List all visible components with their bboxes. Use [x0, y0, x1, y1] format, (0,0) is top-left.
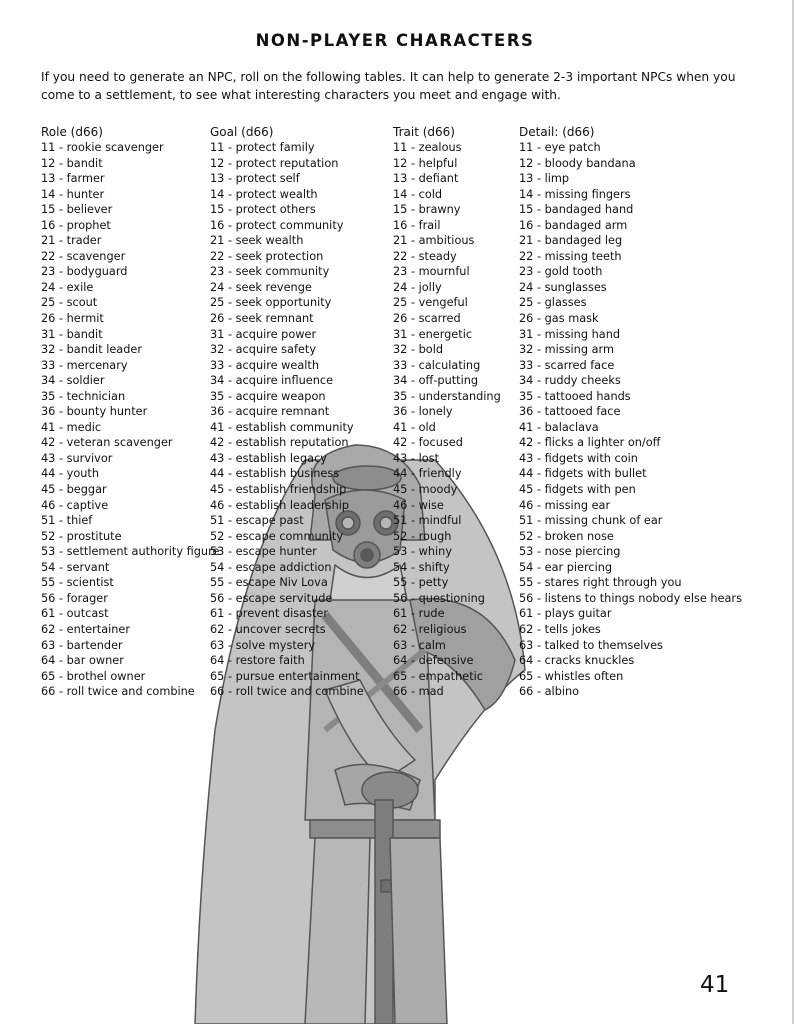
list-item: 51 - mindful — [393, 514, 462, 528]
list-item: 52 - escape community — [210, 529, 344, 543]
page-number: 41 — [700, 972, 730, 998]
list-item: 45 - moody — [393, 483, 458, 497]
list-item: 44 - youth — [41, 467, 99, 481]
list-item: 36 - acquire remnant — [210, 405, 330, 419]
list-item: 64 - restore faith — [210, 654, 305, 668]
list-item: 23 - seek community — [210, 265, 330, 279]
list-item: 31 - energetic — [393, 327, 473, 341]
list-item: 16 - protect community — [210, 218, 344, 232]
detail-list — [519, 140, 742, 700]
list-item: 61 - outcast — [41, 607, 109, 621]
list-item: 25 - vengeful — [393, 296, 468, 310]
list-item: 23 - bodyguard — [41, 265, 128, 279]
list-item: 64 - defensive — [393, 654, 474, 668]
list-item: 11 - protect family — [210, 141, 315, 154]
list-item: 24 - jolly — [393, 280, 442, 294]
list-item: 46 - wise — [393, 498, 444, 512]
list-item: 35 - tattooed hands — [519, 389, 631, 403]
list-item: 61 - prevent disaster — [210, 607, 328, 621]
list-item: 13 - limp — [519, 172, 570, 186]
list-item: 22 - steady — [393, 249, 457, 263]
list-item: 32 - bandit leader — [41, 343, 142, 357]
list-item: 12 - helpful — [393, 156, 458, 170]
list-item: 62 - tells jokes — [519, 622, 601, 636]
list-item: 25 - glasses — [519, 296, 587, 310]
list-item: 43 - fidgets with coin — [519, 451, 638, 465]
list-item: 35 - acquire weapon — [210, 389, 326, 403]
list-item: 55 - scientist — [41, 576, 114, 590]
list-item: 56 - questioning — [393, 591, 485, 605]
list-item: 54 - servant — [41, 560, 110, 574]
list-item: 16 - frail — [393, 218, 441, 232]
list-item: 36 - tattooed face — [519, 405, 621, 419]
list-item: 46 - establish leadership — [210, 498, 350, 512]
list-item: 65 - pursue entertainment — [210, 669, 360, 683]
list-item: 22 - seek protection — [210, 249, 324, 263]
list-item: 61 - rude — [393, 607, 445, 621]
list-item: 25 - seek opportunity — [210, 296, 332, 310]
list-item: 24 - seek revenge — [210, 280, 312, 294]
list-item: 26 - gas mask — [519, 312, 599, 326]
list-item: 41 - old — [393, 420, 436, 434]
list-item: 11 - rookie scavenger — [41, 141, 164, 154]
list-item: 23 - mournful — [393, 265, 470, 279]
list-item: 42 - focused — [393, 436, 463, 450]
list-item: 45 - fidgets with pen — [519, 483, 636, 497]
list-item: 35 - understanding — [393, 389, 501, 403]
list-item: 66 - roll twice and combine — [41, 685, 195, 699]
list-item: 51 - escape past — [210, 514, 304, 528]
list-item: 53 - settlement authority figure — [41, 545, 220, 559]
list-item: 62 - religious — [393, 622, 467, 636]
list-item: 44 - establish business — [210, 467, 340, 481]
goal-list — [210, 140, 364, 700]
list-item: 45 - beggar — [41, 483, 107, 497]
list-item: 41 - medic — [41, 420, 102, 434]
list-item: 44 - fidgets with bullet — [519, 467, 647, 481]
list-item: 22 - scavenger — [41, 249, 126, 263]
list-item: 12 - bandit — [41, 156, 103, 170]
list-item: 33 - mercenary — [41, 358, 128, 372]
role-table — [41, 125, 219, 700]
list-item: 44 - friendly — [393, 467, 462, 481]
list-item: 56 - listens to things nobody else hears — [519, 591, 742, 605]
list-item: 42 - flicks a lighter on/off — [519, 436, 661, 450]
list-item: 21 - ambitious — [393, 234, 475, 248]
list-item: 21 - trader — [41, 234, 102, 248]
list-item: 35 - technician — [41, 389, 126, 403]
page-title: NON-PLAYER CHARACTERS — [255, 31, 535, 51]
list-item: 16 - bandaged arm — [519, 218, 628, 232]
list-item: 43 - lost — [393, 451, 439, 465]
list-item: 23 - gold tooth — [519, 265, 603, 279]
list-item: 63 - calm — [393, 638, 446, 652]
list-item: 53 - whiny — [393, 545, 453, 559]
list-item: 42 - veteran scavenger — [41, 436, 173, 450]
list-item: 66 - mad — [393, 685, 444, 699]
list-item: 62 - uncover secrets — [210, 622, 326, 636]
list-item: 12 - bloody bandana — [519, 156, 636, 170]
list-item: 51 - missing chunk of ear — [519, 514, 663, 528]
list-item: 11 - eye patch — [519, 141, 601, 154]
trait-table-header: Trait (d66) — [393, 125, 455, 139]
list-item: 46 - captive — [41, 498, 109, 512]
list-item: 62 - entertainer — [41, 622, 131, 636]
list-item: 22 - missing teeth — [519, 249, 622, 263]
trait-list — [393, 140, 501, 700]
list-item: 53 - nose piercing — [519, 545, 621, 559]
list-item: 55 - escape Niv Lova — [210, 576, 328, 590]
list-item: 12 - protect reputation — [210, 156, 339, 170]
list-item: 54 - shifty — [393, 560, 450, 574]
list-item: 46 - missing ear — [519, 498, 611, 512]
list-item: 14 - cold — [393, 187, 443, 201]
list-item: 43 - survivor — [41, 451, 113, 465]
role-list — [41, 140, 219, 700]
list-item: 66 - albino — [519, 685, 580, 699]
list-item: 54 - ear piercing — [519, 560, 613, 574]
goal-table-header: Goal (d66) — [210, 125, 274, 139]
list-item: 11 - zealous — [393, 141, 462, 154]
list-item: 43 - establish legacy — [210, 451, 327, 465]
list-item: 66 - roll twice and combine — [210, 685, 364, 699]
list-item: 31 - acquire power — [210, 327, 317, 341]
list-item: 14 - hunter — [41, 187, 105, 201]
list-item: 21 - bandaged leg — [519, 234, 623, 248]
list-item: 15 - brawny — [393, 203, 461, 217]
list-item: 13 - protect self — [210, 172, 300, 186]
list-item: 14 - missing fingers — [519, 187, 631, 201]
trait-table — [393, 125, 501, 700]
list-item: 34 - acquire influence — [210, 374, 334, 388]
role-table-header: Role (d66) — [41, 125, 103, 139]
intro-paragraph: If you need to generate an NPC, roll on the following tables. It can help to generate 2-3 important NPCs when you come to a settlement, to see what interesting characters you meet and engage with. — [41, 70, 736, 103]
list-item: 26 - hermit — [41, 312, 104, 326]
list-item: 51 - thief — [41, 514, 93, 528]
list-item: 54 - escape addiction — [210, 560, 332, 574]
list-item: 52 - broken nose — [519, 529, 614, 543]
list-item: 55 - petty — [393, 576, 449, 590]
list-item: 15 - protect others — [210, 203, 316, 217]
list-item: 24 - sunglasses — [519, 280, 607, 294]
list-item: 63 - bartender — [41, 638, 123, 652]
list-item: 56 - escape servitude — [210, 591, 333, 605]
list-item: 13 - defiant — [393, 172, 459, 186]
list-item: 65 - brothel owner — [41, 669, 146, 683]
list-item: 56 - forager — [41, 591, 108, 605]
list-item: 15 - believer — [41, 203, 113, 217]
list-item: 64 - bar owner — [41, 654, 124, 668]
list-item: 45 - establish friendship — [210, 483, 347, 497]
list-item: 41 - balaclava — [519, 420, 599, 434]
list-item: 33 - acquire wealth — [210, 358, 320, 372]
list-item: 15 - bandaged hand — [519, 203, 634, 217]
list-item: 16 - prophet — [41, 218, 111, 232]
list-item: 65 - whistles often — [519, 669, 624, 683]
list-item: 34 - off-putting — [393, 374, 479, 388]
list-item: 41 - establish community — [210, 420, 354, 434]
list-item: 61 - plays guitar — [519, 607, 612, 621]
list-item: 34 - soldier — [41, 374, 105, 388]
detail-table-header: Detail: (d66) — [519, 125, 595, 139]
list-item: 63 - solve mystery — [210, 638, 316, 652]
list-item: 24 - exile — [41, 280, 94, 294]
list-item: 21 - seek wealth — [210, 234, 304, 248]
list-item: 33 - calculating — [393, 358, 481, 372]
list-item: 55 - stares right through you — [519, 576, 682, 590]
list-item: 33 - scarred face — [519, 358, 615, 372]
list-item: 52 - prostitute — [41, 529, 122, 543]
list-item: 63 - talked to themselves — [519, 638, 663, 652]
list-item: 65 - empathetic — [393, 669, 483, 683]
list-item: 32 - acquire safety — [210, 343, 317, 357]
detail-table — [519, 125, 742, 700]
goal-table — [210, 125, 364, 700]
list-item: 36 - lonely — [393, 405, 453, 419]
list-item: 32 - missing arm — [519, 343, 614, 357]
list-item: 53 - escape hunter — [210, 545, 317, 559]
list-item: 36 - bounty hunter — [41, 405, 148, 419]
list-item: 14 - protect wealth — [210, 187, 318, 201]
list-item: 25 - scout — [41, 296, 98, 310]
list-item: 26 - seek remnant — [210, 312, 314, 326]
list-item: 31 - bandit — [41, 327, 103, 341]
list-item: 32 - bold — [393, 343, 444, 357]
list-item: 31 - missing hand — [519, 327, 621, 341]
list-item: 13 - farmer — [41, 172, 105, 186]
list-item: 34 - ruddy cheeks — [519, 374, 621, 388]
list-item: 64 - cracks knuckles — [519, 654, 635, 668]
list-item: 42 - establish reputation — [210, 436, 349, 450]
list-item: 52 - rough — [393, 529, 452, 543]
list-item: 26 - scarred — [393, 312, 461, 326]
